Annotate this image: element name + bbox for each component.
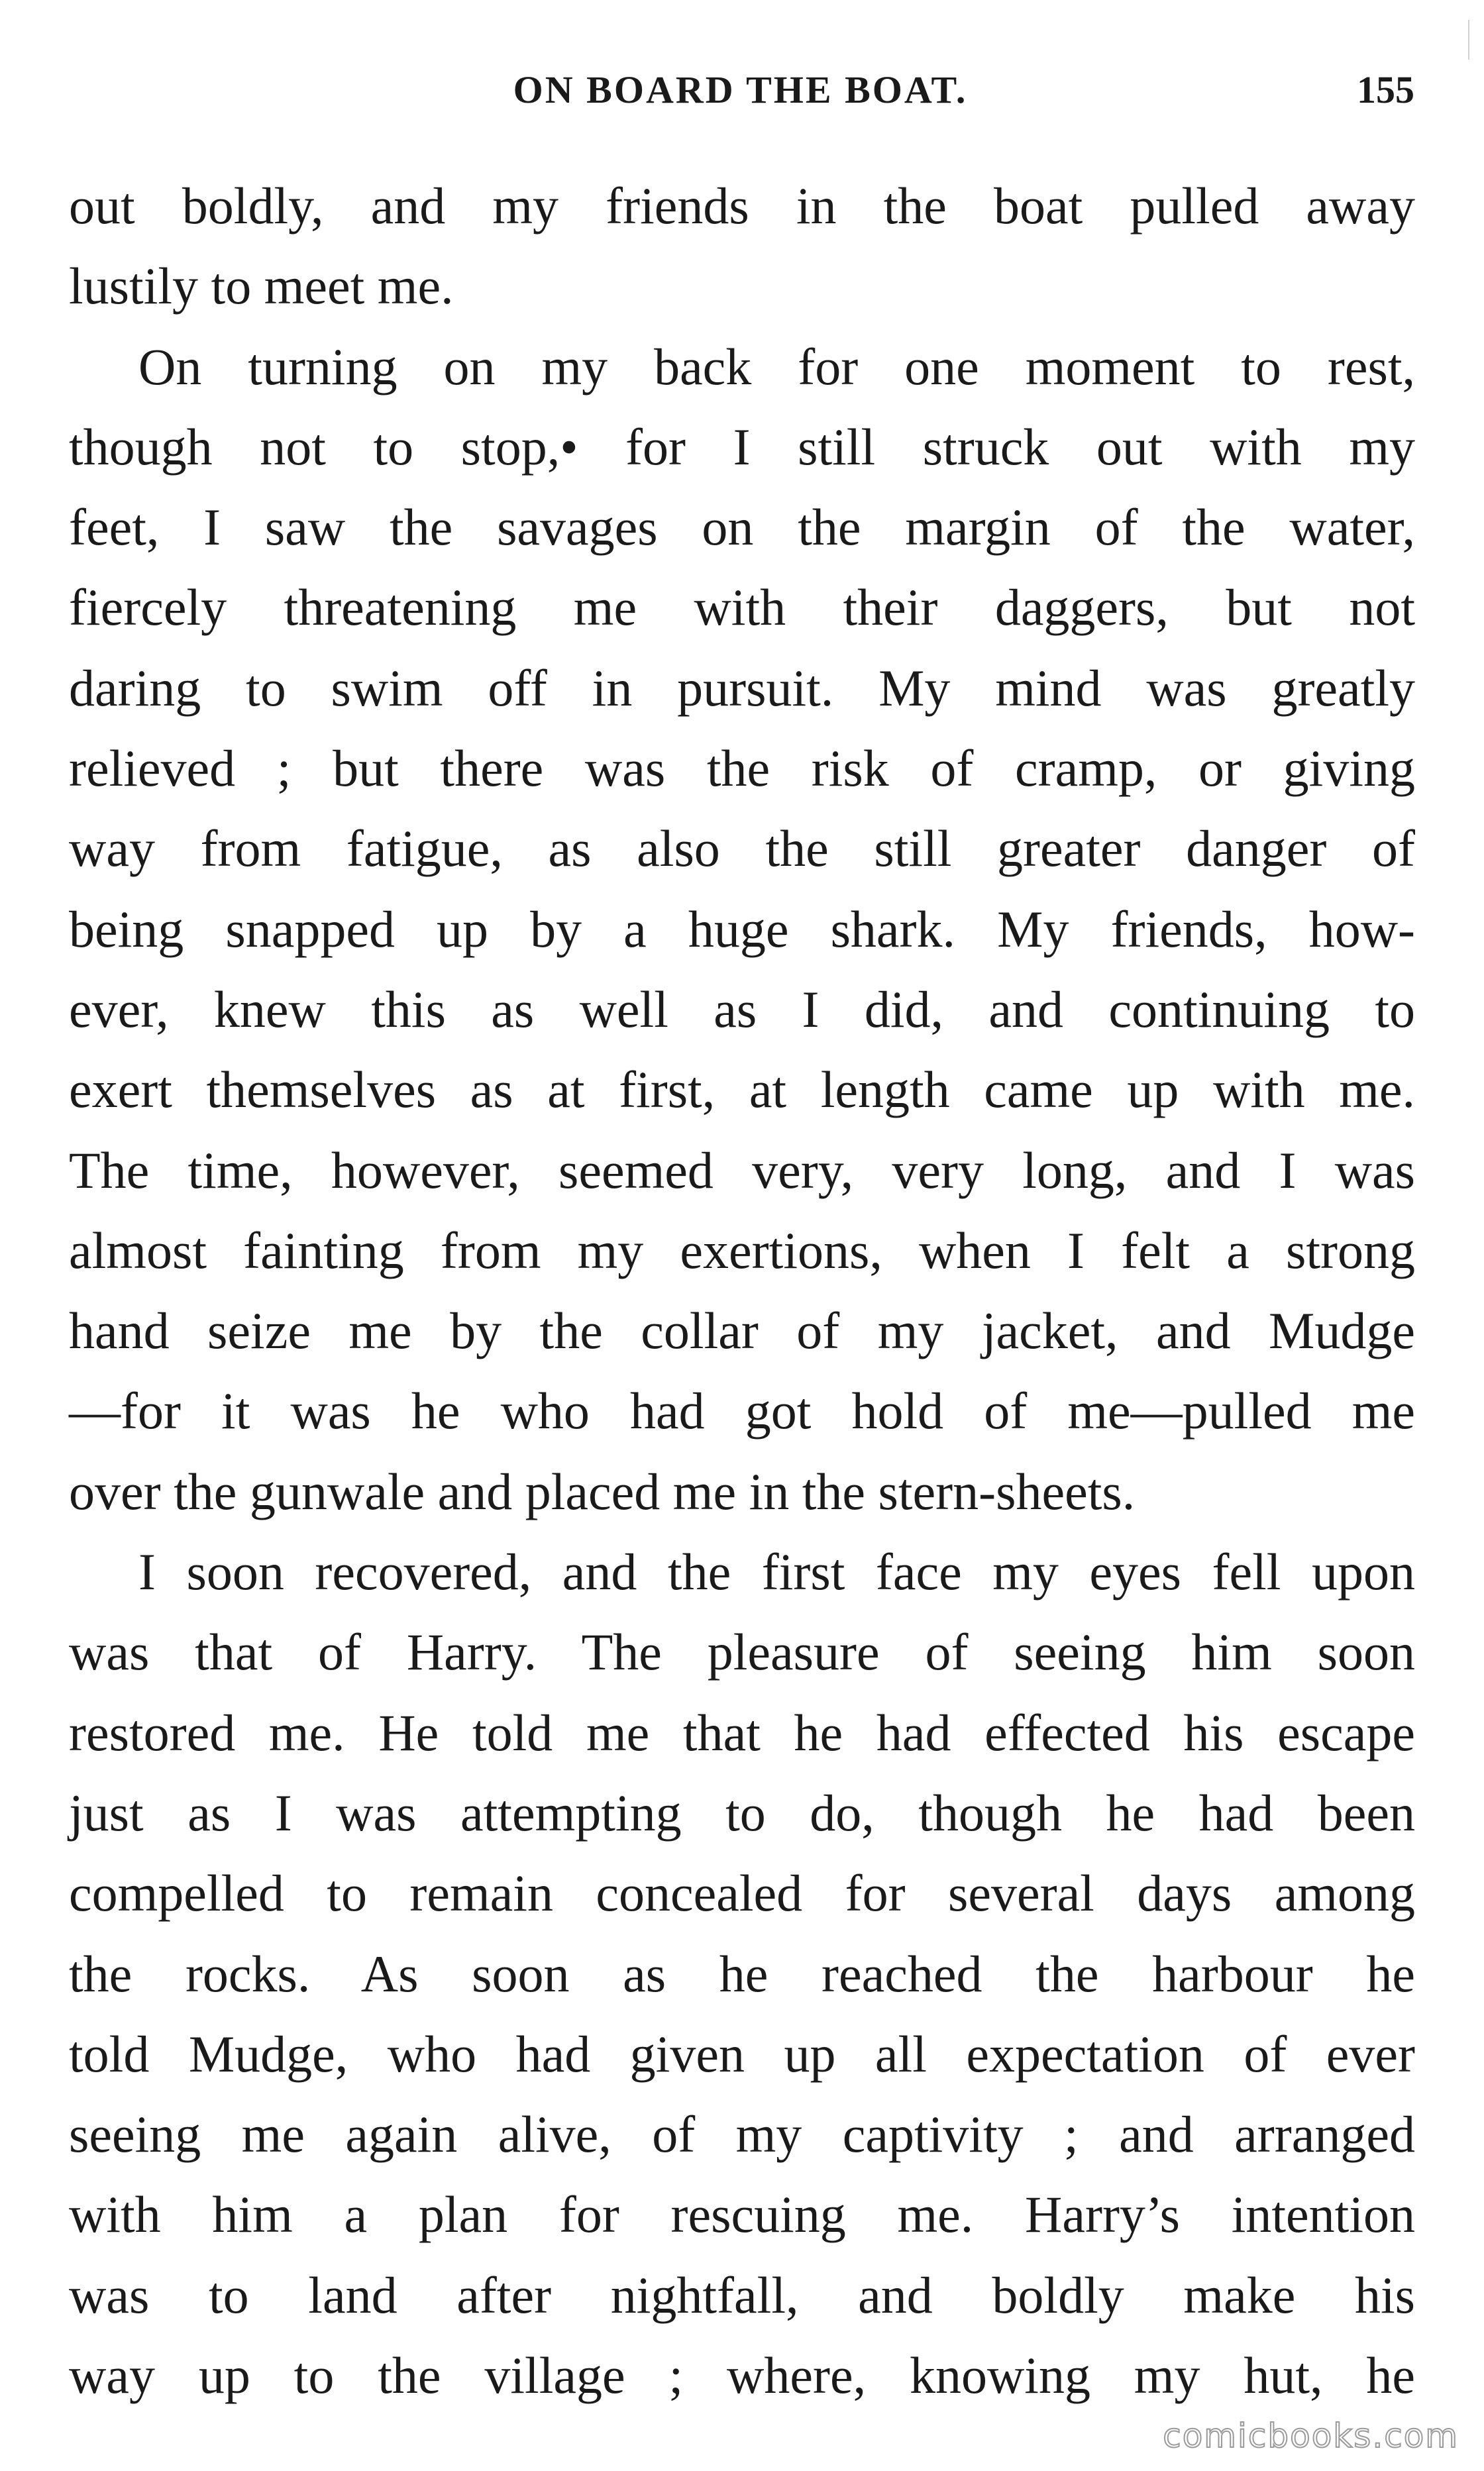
text-line: way up to the village ; where, knowing my hut, he [69,2346,1415,2405]
text-line: way from fatigue, as also the still greater danger of [69,819,1415,878]
text-line: out boldly, and my friends in the boat pulled away [69,177,1415,235]
text-line: exert themselves as at first, at length came up with me. [69,1061,1415,1119]
text-line: seeing me again alive, of my captivity ; and arranged [69,2105,1415,2164]
text-line: with him a plan for rescuing me. Harry’s intention [69,2185,1415,2244]
text-line: relieved ; but there was the risk of cramp, or giving [69,739,1415,798]
page-edge-mark [1468,20,1469,60]
text-line: just as I was attempting to do, though he had been [69,1783,1415,1842]
text-line: The time, however, seemed very, very long, and I was [69,1141,1415,1199]
text-line: was that of Harry. The pleasure of seeing him soon [69,1623,1415,1681]
body-text [69,166,1415,2415]
text-line: lustily to meet me. [69,257,454,315]
page-number: 155 [1357,68,1414,111]
page-header [66,64,1414,117]
text-line: daring to swim off in pursuit. My mind was greatly [69,658,1415,717]
text-line: ever, knew this as well as I did, and continuing to [69,980,1415,1038]
text-line: restored me. He told me that he had effected his escape [69,1703,1415,1761]
text-line: told Mudge, who had given up all expectation of ever [69,2024,1415,2083]
text-line: hand seize me by the collar of my jacket, and Mudge [69,1302,1415,1360]
watermark: comicbooks.com [1163,2417,1459,2455]
running-head: ON BOARD THE BOAT. [513,68,968,111]
text-line: fiercely threatening me with their daggers, but not [69,578,1415,637]
text-line: was to land after nightfall, and boldly make his [69,2266,1415,2324]
text-line: compelled to remain concealed for several days among [69,1864,1415,1922]
text-line: almost fainting from my exertions, when I felt a strong [69,1221,1415,1279]
text-line: being snapped up by a huge shark. My friends, how- [69,900,1415,958]
text-line: feet, I saw the savages on the margin of the water, [69,498,1415,556]
text-line: I soon recovered, and the first face my eyes fell upon [138,1543,1415,1601]
text-line: —for it was he who had got hold of me—pulled me [69,1382,1415,1440]
text-line: On turning on my back for one moment to rest, [138,337,1415,395]
text-line: though not to stop,• for I still struck out with my [69,417,1415,476]
text-line: over the gunwale and placed me in the stern-sheets. [69,1462,1136,1520]
text-line: the rocks. As soon as he reached the harbour he [69,1944,1415,2003]
